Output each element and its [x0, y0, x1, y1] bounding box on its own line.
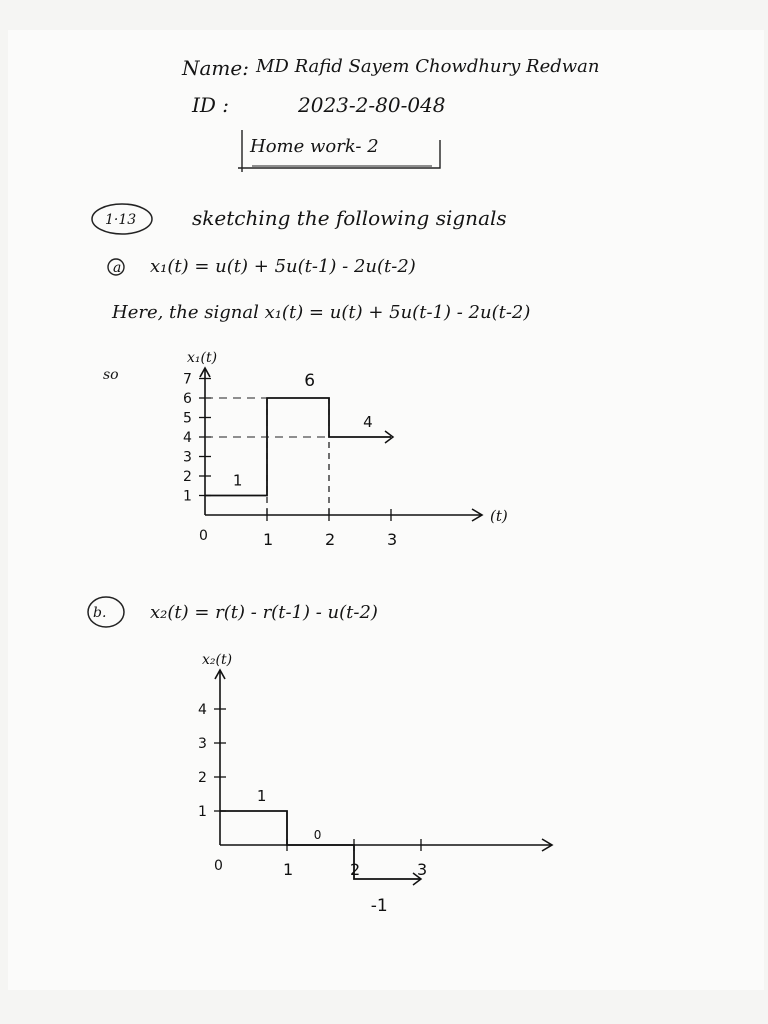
y-tick-label: 5	[183, 410, 192, 427]
x-tick-label: 3	[417, 860, 428, 879]
part-a-intro: Here, the signal x₁(t) = u(t) + 5u(t-1) - 2u(t-2)	[112, 302, 531, 323]
y-tick-label: 1	[183, 488, 192, 505]
so-label: so	[103, 367, 119, 383]
origin-label: 0	[199, 528, 208, 544]
part-b-marker: b.	[93, 605, 107, 621]
problem-number: 1·13	[105, 212, 137, 228]
problem-heading: sketching the following signals	[192, 206, 507, 230]
part-b-equation: x₂(t) = r(t) - r(t-1) - u(t-2)	[150, 602, 378, 623]
part-a-marker: a	[113, 260, 122, 276]
level-label: 0	[313, 828, 322, 842]
level-label: 1	[256, 787, 267, 805]
x-tick-label: 2	[325, 530, 336, 549]
id-label: ID :	[192, 93, 230, 117]
y-axis-title: x₁(t)	[187, 350, 218, 366]
y-axis-title: x₂(t)	[202, 652, 233, 668]
y-tick-label: 3	[183, 449, 192, 466]
level-label: 4	[363, 413, 373, 431]
y-tick-label: 2	[183, 469, 192, 485]
y-tick-label: 4	[183, 430, 192, 446]
y-tick-label: 3	[198, 736, 207, 752]
x-tick-label: 1	[263, 530, 274, 549]
level-label: -1	[370, 896, 388, 916]
name-value: MD Rafid Sayem Chowdhury Redwan	[256, 56, 600, 77]
y-tick-label: 1	[198, 804, 207, 820]
y-tick-label: 4	[198, 702, 207, 718]
y-tick-label: 6	[183, 391, 192, 407]
x-axis-title: (t)	[490, 507, 508, 525]
x-tick-label: 1	[283, 860, 294, 879]
x-tick-label: 2	[350, 860, 361, 879]
x-tick-label: 3	[387, 530, 398, 549]
id-value: 2023-2-80-048	[298, 93, 446, 117]
homework-title: Home work- 2	[250, 136, 379, 157]
level-label: 6	[304, 371, 316, 391]
level-label: 1	[232, 471, 243, 490]
part-a-equation: x₁(t) = u(t) + 5u(t-1) - 2u(t-2)	[150, 256, 416, 277]
name-label: Name:	[182, 56, 249, 80]
y-tick-label: 7	[183, 371, 192, 388]
origin-label: 0	[214, 858, 223, 874]
y-tick-label: 2	[198, 770, 207, 786]
